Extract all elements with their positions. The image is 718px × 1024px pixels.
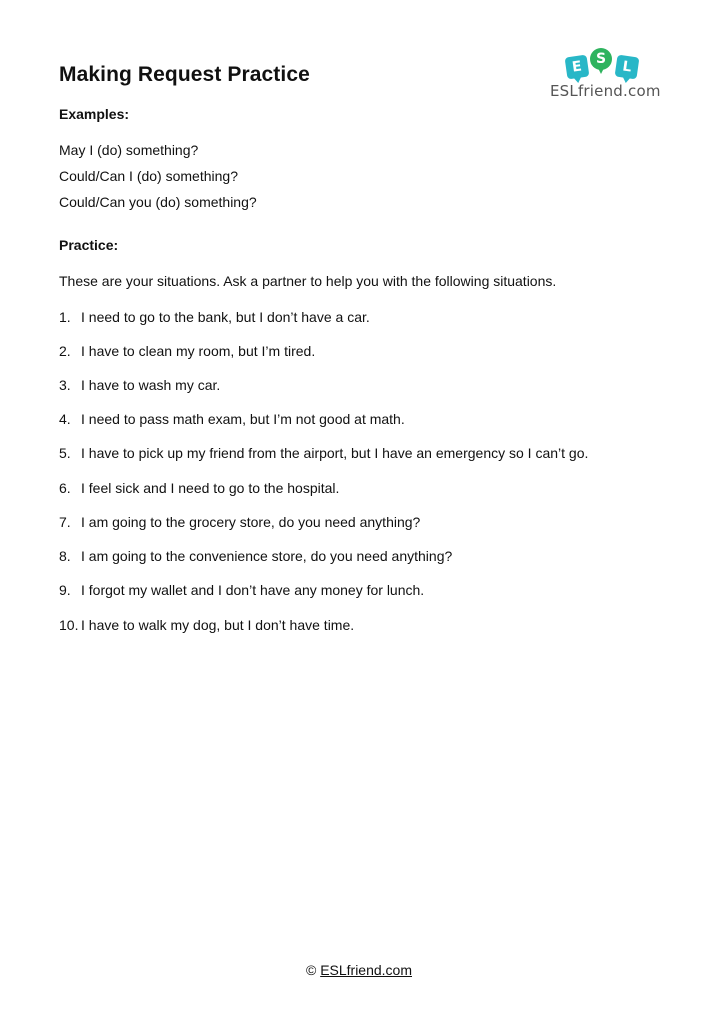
- list-item-number: 1.: [59, 309, 71, 325]
- example-line: Could/Can you (do) something?: [59, 194, 257, 210]
- eslfriend-logo: [546, 46, 666, 106]
- list-item: [59, 582, 424, 598]
- list-item-text: I have to clean my room, but I’m tired.: [81, 343, 316, 359]
- list-item-number: 6.: [59, 480, 71, 496]
- list-item-text: I need to go to the bank, but I don’t have a car.: [81, 309, 370, 325]
- examples-heading: Examples:: [59, 106, 130, 122]
- logo-wordmark: ESLfriend.com: [550, 82, 661, 100]
- list-item: [59, 411, 405, 427]
- list-item-number: 4.: [59, 411, 71, 427]
- list-item-text: I forgot my wallet and I don’t have any money for lunch.: [81, 582, 425, 598]
- logo-letter-e: E: [565, 55, 590, 80]
- list-item-text: I am going to the grocery store, do you need anything?: [81, 514, 421, 530]
- list-item-text: I have to walk my dog, but I don’t have time.: [81, 617, 355, 633]
- list-item: [59, 377, 220, 393]
- list-item: [59, 445, 588, 461]
- list-item-number: 5.: [59, 445, 71, 461]
- speech-bubbles-icon: [566, 48, 638, 78]
- page-title: Making Request Practice: [59, 63, 310, 86]
- list-item: [59, 343, 315, 359]
- list-item-text: I have to wash my car.: [81, 377, 221, 393]
- list-item-number: 10.: [59, 617, 79, 633]
- logo-letter-l: L: [615, 55, 640, 80]
- list-item-text: I need to pass math exam, but I’m not good at math.: [81, 411, 405, 427]
- logo-letter-s: S: [590, 48, 612, 70]
- list-item-number: 7.: [59, 514, 71, 530]
- copyright-symbol: ©: [305, 962, 317, 978]
- list-item: [59, 514, 420, 530]
- list-item: [59, 617, 354, 633]
- practice-intro: These are your situations. Ask a partner to help you with the following situations.: [59, 273, 557, 289]
- list-item-text: I am going to the convenience store, do you need anything?: [81, 548, 453, 564]
- example-line: May I (do) something?: [59, 142, 199, 158]
- list-item-number: 3.: [59, 377, 71, 393]
- practice-heading: Practice:: [59, 237, 119, 253]
- list-item: [59, 480, 339, 496]
- list-item-text: I feel sick and I need to go to the hospital.: [81, 480, 340, 496]
- list-item-number: 8.: [59, 548, 71, 564]
- footer-link[interactable]: ESLfriend.com: [320, 962, 413, 978]
- list-item: [59, 309, 370, 325]
- list-item-number: 2.: [59, 343, 71, 359]
- list-item-text: I have to pick up my friend from the airport, but I have an emergency so I can’t go.: [81, 445, 589, 461]
- list-item-number: 9.: [59, 582, 71, 598]
- footer: [0, 962, 718, 978]
- list-item: [59, 548, 452, 564]
- example-line: Could/Can I (do) something?: [59, 168, 238, 184]
